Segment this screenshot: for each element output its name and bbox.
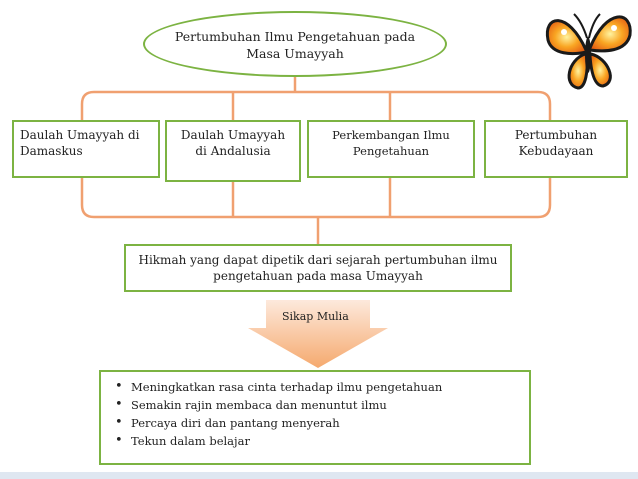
hikmah-line1: Hikmah yang dapat dipetik dari sejarah pertumbuhan ilmu: [138, 253, 498, 267]
box-damaskus-line1: Daulah Umayyah di: [20, 128, 140, 142]
box-andalusia-line1: Daulah Umayyah: [180, 128, 286, 142]
top-title-line2: Masa Umayyah: [246, 46, 344, 61]
box-ilmu-line2: Pengetahuan: [352, 144, 430, 158]
list-item: • Percaya diri dan pantang menyerah: [131, 414, 519, 432]
list-item: • Tekun dalam belajar: [131, 432, 519, 450]
virtues-list-box: [99, 370, 531, 465]
box-damaskus: [12, 120, 160, 178]
arrow-label: Sikap Mulia: [282, 310, 349, 323]
virtues-list: [131, 378, 519, 450]
box-kebudayaan: [484, 120, 628, 178]
box-ilmu-pengetahuan: [307, 120, 475, 178]
hikmah-line2: pengetahuan pada masa Umayyah: [213, 269, 423, 283]
box-andalusia: [165, 120, 301, 182]
box-kebudayaan-line2: Kebudayaan: [518, 144, 594, 158]
butterfly-icon: [538, 0, 638, 100]
box-kebudayaan-line1: Pertumbuhan: [514, 128, 598, 142]
box-ilmu-line1: Perkembangan Ilmu: [332, 128, 450, 142]
list-item: • Meningkatkan rasa cinta terhadap ilmu pengetahuan: [131, 378, 519, 396]
hikmah-box: [124, 244, 512, 292]
box-andalusia-line2: di Andalusia: [195, 144, 271, 158]
box-damaskus-line2: Damaskus: [20, 144, 83, 158]
bottom-bar: [0, 472, 638, 479]
top-title-oval: [143, 11, 447, 77]
top-title-line1: Pertumbuhan Ilmu Pengetahuan pada: [174, 29, 416, 44]
list-item: • Semakin rajin membaca dan menuntut ilmu: [131, 396, 519, 414]
